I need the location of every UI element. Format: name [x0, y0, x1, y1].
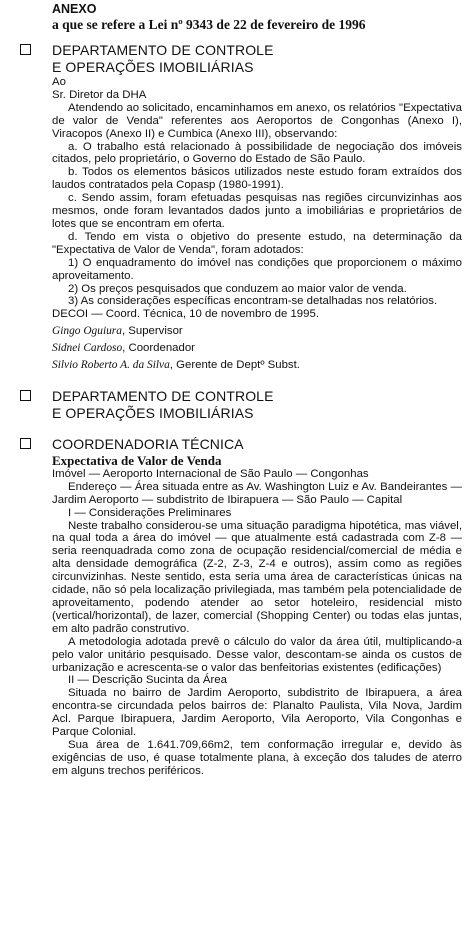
section-title-line2: E OPERAÇÕES IMOBILIÁRIAS: [52, 404, 254, 421]
paragraph: 3) As considerações específicas encontram-se detalhadas nos relatórios.: [68, 295, 438, 308]
section-title-line1: DEPARTAMENTO DE CONTROLE: [52, 42, 274, 58]
annex-label: ANEXO: [52, 2, 97, 16]
section-title-line2: E OPERAÇÕES IMOBILIÁRIAS: [52, 59, 254, 75]
signature-line: Gingo Oguiura, Supervisor: [52, 325, 183, 338]
square-bullet-icon: [20, 390, 31, 401]
section-title-line1: DEPARTAMENTO DE CONTROLE: [52, 387, 274, 404]
paragraph: b. Todos os elementos básicos utilizados neste estudo foram extraídos dos laudos contratados pela Copasp (1980-1991).: [52, 166, 462, 192]
section-title: [8, 42, 462, 76]
signature-line: Sidnei Cardoso, Coordenador: [52, 342, 195, 355]
subheading: II — Descrição Sucinta da Área: [68, 674, 227, 687]
section-title: [8, 388, 462, 422]
paragraph: a. O trabalho está relacionado à possibilidade de negociação dos imóveis citados, pelo proprietário, o Governo do Estado de São Paulo.: [52, 140, 462, 166]
law-reference: a que se refere a Lei nº 9343 de 22 de fevereiro de 1996: [52, 17, 366, 32]
subheading: I — Considerações Preliminares: [68, 506, 232, 519]
section-departamento-2: [8, 388, 462, 422]
section-body: [8, 453, 462, 778]
paragraph: Imóvel — Aeroporto Internacional de São Paulo — Congonhas: [52, 467, 369, 480]
section-body: [8, 76, 462, 372]
salutation: Ao: [52, 76, 66, 88]
paragraph: Endereço — Área situada entre as Av. Washington Luiz e Av. Bandeirantes — Jardim Aeroporto — subdistrito de Ibirapuera — São Paulo — Capital: [52, 480, 462, 506]
section-title-line1: COORDENADORIA TÉCNICA: [52, 435, 244, 452]
document-title: Expectativa de Valor de Venda: [52, 452, 222, 468]
square-bullet-icon: [20, 438, 31, 449]
paragraph: Situada no bairro de Jardim Aeroporto, subdistrito de Ibirapuera, a área encontra-se circundada pelos bairros de: Planalto Paulista, Vila Nova, Jardim Acl. Parque Ibirapuera, Jardim Aeroporto, Vila Aeroporto, Vila Congonhas e Parque Colonial.: [52, 687, 462, 739]
paragraph: d. Tendo em vista o objetivo do presente estudo, na determinação da "Expectativa de Valor de Venda", foram adotados:: [52, 230, 462, 256]
paragraph: 2) Os preços pesquisados que conduzem ao maior valor de venda.: [68, 282, 407, 295]
section-coordenadoria: [8, 436, 462, 778]
paragraph: Atendendo ao solicitado, encaminhamos em anexo, os relatórios "Expectativa de valor de Venda" referentes aos Aeroportos de Congonhas (Anexo I), Viracopos (Anexo II) e Cumbica (Anexo III), observando:: [52, 101, 462, 140]
paragraph: Neste trabalho considerou-se uma situação paradigma hipotética, mas viável, na qual toda a área do imóvel — que atualmente está cadastrada com Z-8 — seria reenquadrada como zona de ocupação residencial/comercial de média e alta densidade demográfica (Z-2, Z-3, Z-4 e outros), assim como as regiões circunvizinhas. Neste sentido, esta seria uma área de características únicas na cidade, não só pela localização privilegiada, mas também pela potencialidade de aproveitamento, podendo atender ao setor hoteleiro, residencial misto (vertical/horizontal), de lazer, comercial (Shopping Center) ou todas elas juntas, em alto padrão construtivo.: [52, 519, 462, 635]
signature-line: Silvio Roberto A. da Silva, Gerente de Deptº Subst.: [52, 359, 300, 372]
paragraph: Sua área de 1.641.709,66m2, tem conformação irregular e, devido às exigências de uso, é quase totalmente plana, à exceção dos taludes de aterro em alguns trechos periféricos.: [52, 738, 462, 777]
paragraph: A metodologia adotada prevê o cálculo do valor da área útil, multiplicando-a pelo valor unitário pesquisado. Desse valor, descontam-se ainda os custos de urbanização e acrescenta-se o valor das benfeitorias existentes (edificações): [52, 635, 462, 674]
annex-header: [8, 2, 462, 32]
square-bullet-icon: [20, 44, 31, 55]
section-title: [8, 436, 462, 453]
paragraph: c. Sendo assim, foram efetuadas pesquisas nas regiões circunvizinhas aos mesmos, onde foram levantados dados junto a imobiliárias e proprietários de lotes que se encontram em oferta.: [52, 192, 462, 230]
date-line: DECOI — Coord. Técnica, 10 de novembro de 1995.: [52, 308, 319, 321]
section-departamento-1: [8, 42, 462, 372]
paragraph: 1) O enquadramento do imóvel nas condições que proporcionem o máximo aproveitamento.: [52, 256, 462, 282]
addressee: Sr. Diretor da DHA: [52, 88, 147, 101]
